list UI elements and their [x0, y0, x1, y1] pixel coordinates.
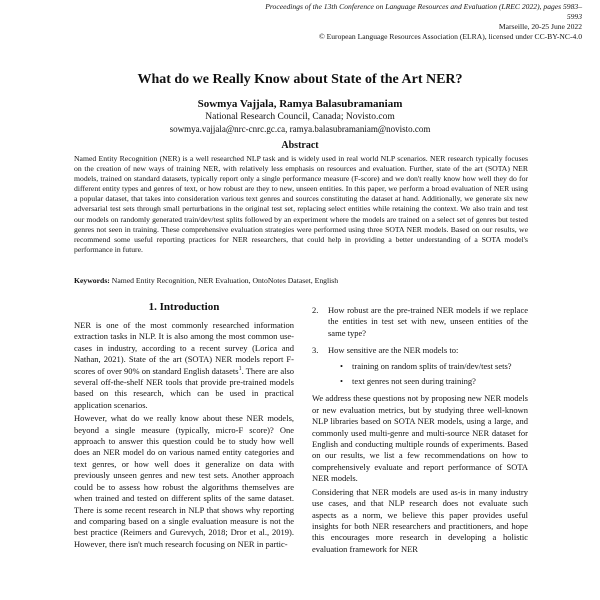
intro-p1-text: NER is one of the most commonly researched information extraction tasks in NLP. It is also among the most common use-cases in industry, according to a recent survey (Lorica and Nathan, 2021). State of the art (SOTA) NER models report F-scores of over 90% on standard English datasets	[74, 320, 294, 376]
keywords-label: Keywords:	[74, 276, 110, 285]
sensitivity-bullets	[328, 361, 528, 388]
list-item	[312, 305, 528, 339]
abstract-text: Named Entity Recognition (NER) is a well researched NLP task and is widely used in real world NLP scenarios. NER research typically focuses on the creation of new ways of training NER, with relatively less emphasis on resources and evaluation. Further, state of the art (SOTA) NER models, trained on standard datasets, typically report only a single performance measure (F-score) and we don't really know how well they do for different entity types and genres of text, or how robust are they to new, unseen entities. In this paper, we perform a broad evaluation of NER using a popular dataset, that takes into consideration various text genres and sources constituting the dataset at hand. Additionally, we generate six new adversarial test sets through small perturbations in the original test set, replacing select entities while retaining the context. We also train and test our models on randomly generated train/dev/test splits followed by an experiment where the models are trained on a select set of genres but tested genres not seen in training. These comprehensive evaluation strategies were performed using three SOTA NER models. Based on our results, we recommend some useful reporting practices for NER researchers, that could help in providing a better understanding of a SOTA model's performance in future.	[74, 154, 528, 254]
intro-paragraph-2: However, what do we really know about these NER models, beyond a single measure (typically, micro-F score)? One approach to answer this question could be to study how well does an NER model do on various named entity categories and text genres, or how well does it generalize on data with previously unseen genres and new test sets. Another approach could be to assess how robust the algorithms themselves are when trained and tested on different splits of the same dataset. There is some recent research in NLP that shows why reporting and comparing based on a single evaluation measure is not the best practice (Reimers and Gurevych, 2018; Dror et al., 2019). However, there isn't much research focusing on NER in partic-	[74, 413, 294, 549]
author-emails: sowmya.vajjala@nrc-cnrc.gc.ca, ramya.balasubramaniam@novisto.com	[169, 124, 431, 134]
paper-title: What do we Really Know about State of the Art NER?	[137, 72, 463, 87]
location-line: Marseille, 20-25 June 2022	[498, 22, 582, 31]
keywords-line	[74, 276, 528, 286]
right-paragraph-2: Considering that NER models are used as-is in many industry use cases, and that NLP research does not evaluate such aspects as a norm, we believe this paper provides useful insights for both NER researchers and practitioners, and hope this encourages more research in developing a holistic evaluation framework for NER	[312, 486, 528, 554]
question-text: How sensitive are the NER models to:	[328, 345, 459, 356]
question-text: How robust are the pre-trained NER models if we replace the entities in test set with new, unseen entities of the same type?	[328, 305, 528, 338]
intro-p1-continued: . There are also several off-the-shelf NER tools that provide pre-trained models based on this research, which can be used in practical application scenarios.	[74, 365, 295, 410]
research-questions-list	[312, 305, 528, 387]
abstract-body	[74, 154, 528, 255]
question-number: 3.	[312, 345, 319, 356]
license-line: © European Language Resources Association (ELRA), licensed under CC-BY-NC-4.0	[318, 32, 582, 41]
footnote-marker: 1	[238, 365, 242, 372]
intro-paragraph-1	[74, 320, 294, 411]
proceedings-header	[252, 2, 582, 42]
list-item	[312, 345, 528, 387]
keywords-text: Named Entity Recognition, NER Evaluation, OntoNotes Dataset, English	[111, 276, 339, 285]
right-column	[312, 305, 528, 557]
introduction-heading: 1. Introduction	[148, 301, 220, 313]
left-column	[74, 300, 294, 552]
abstract-heading: Abstract	[281, 140, 319, 151]
paper-affiliation: National Research Council, Canada; Novisto.com	[205, 112, 395, 122]
list-item: • training on random splits of train/dev/test sets?	[328, 361, 528, 372]
paper-authors: Sowmya Vajjala, Ramya Balasubramaniam	[197, 98, 403, 110]
right-paragraph-1: We address these questions not by proposing new NER models or new evaluation metrics, but by studying three well-known NLP libraries based on SOTA NER models, using a large, and commonly used multi-genre and multi-source NER dataset for English and conducting multiple rounds of experiments. Based on our results, we list a few recommendations on how to comprehensively evaluate and report performance of SOTA NER models.	[312, 393, 528, 484]
venue-line: Proceedings of the 13th Conference on Language Resources and Evaluation (LREC 2022), pages 5983–5993	[265, 2, 582, 21]
list-item: • text genres not seen during training?	[328, 376, 528, 387]
question-number: 2.	[312, 305, 319, 315]
